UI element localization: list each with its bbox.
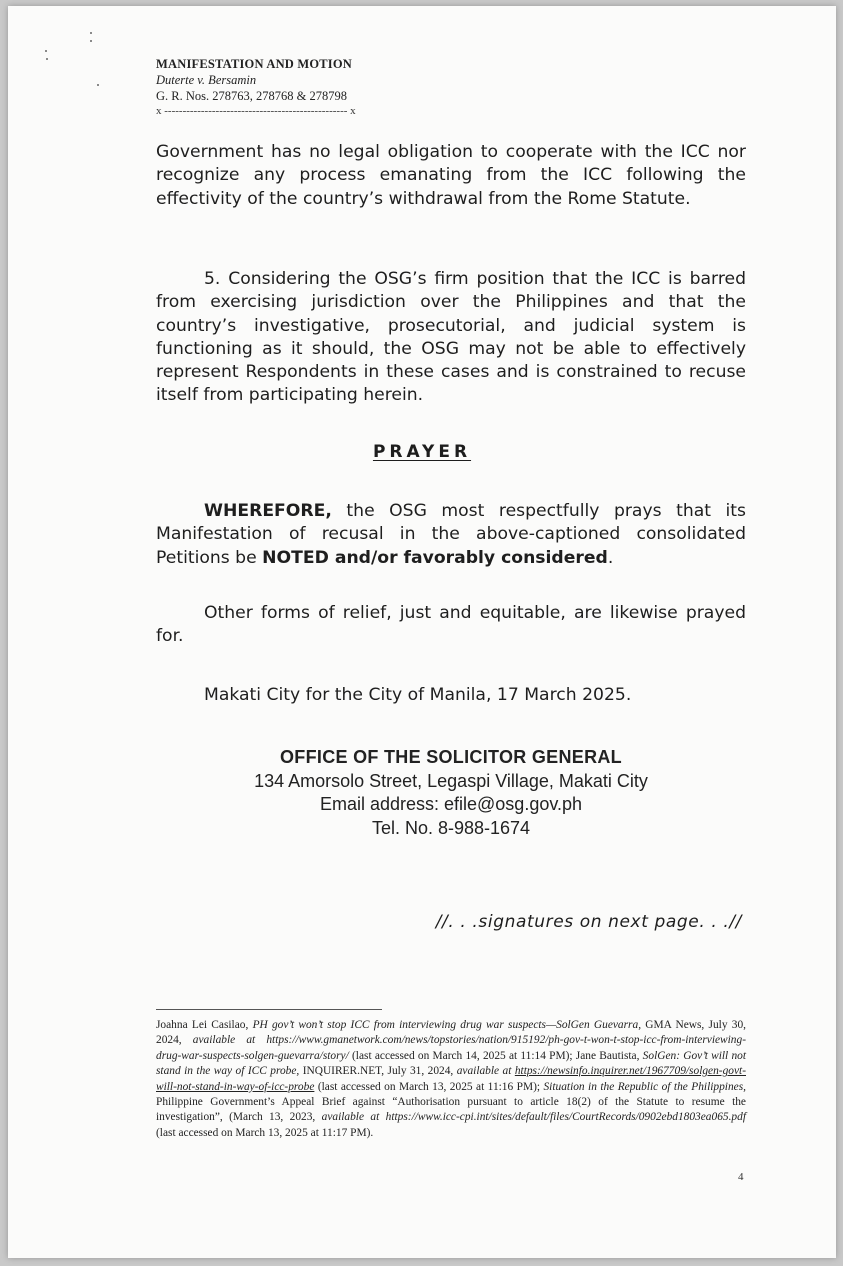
date-place-text: Makati City for the City of Manila, 17 March 2025. (204, 685, 632, 705)
scan-speck (45, 50, 47, 52)
footnote-link[interactable]: available at https://www.gmanetwork.com/news/topstories/nation/915192/ph-gov-t-won-t-stop-icc-from-interviewing-drug-war-suspects-solgen-guevarra/story/ (156, 1034, 746, 1062)
prayer-heading-text: PRAYER (372, 442, 472, 462)
footnote-rule (156, 1009, 382, 1010)
footnote-case-title: Situation in the Republic of the Philippines, (543, 1080, 746, 1093)
footnote-link-2[interactable]: https://newsinfo.inquirer.net/1967709/solgen-govt-will-not-stand-in-way-of-icc-probe (156, 1065, 746, 1093)
document-page (8, 6, 836, 1258)
footnote-author: Joahna Lei Casilao, (156, 1019, 253, 1031)
paragraph-5 (156, 268, 746, 408)
footnote-available-at: available at (456, 1065, 515, 1078)
footnote-link-3[interactable]: available at https://www.icc-cpi.int/sites/default/files/CourtRecords/0902ebd1803ea065.pdf (321, 1111, 746, 1124)
other-relief-text: Other forms of relief, just and equitable, are likewise prayed for. (156, 603, 746, 647)
gr-numbers: G. R. Nos. 278763, 278768 & 278798 (156, 89, 347, 103)
paragraph-5-text: 5. Considering the OSG’s firm position that the ICC is barred from exercising jurisdiction over the Philippines and that the country’s investigative, prosecutorial, and judicial system is functioning as it should, the OSG may not be able to effectively represent Respondents in these cases and is constrained to recuse itself from participating herein. (156, 269, 746, 406)
wherefore-end: . (607, 547, 614, 568)
document-title: MANIFESTATION AND MOTION (156, 57, 353, 71)
page-number: 4 (738, 1171, 744, 1183)
scan-speck (97, 84, 99, 86)
caption-separator: x -------------------------------------------------- x (156, 105, 356, 117)
footnote-source: GMA News, July 30, 2024, (156, 1019, 746, 1047)
footnote-source-2: INQUIRER.NET, July 31, 2024, (299, 1065, 457, 1078)
footnote-article-title-2: SolGen: Gov’t will not stand in the way of ICC probe, (156, 1049, 746, 1078)
scan-speck (46, 58, 48, 60)
office-email: Email address: efile@osg.gov.ph (319, 794, 583, 814)
date-place-line (156, 684, 746, 707)
footnote-access-3: (last accessed on March 13, 2025 at 11:17 PM). (156, 1126, 374, 1139)
office-name: OFFICE OF THE SOLICITOR GENERAL (280, 747, 622, 767)
document-header (156, 56, 352, 104)
wherefore-emphasis: NOTED and/or favorably considered (262, 547, 608, 568)
footnote-access: (last accessed on March 14, 2025 at 11:14 PM); Jane Bautista, (348, 1049, 643, 1062)
signatures-note: //. . .signatures on next page. . .// (435, 912, 742, 932)
other-relief-paragraph (156, 602, 746, 649)
prayer-heading (8, 442, 836, 462)
wherefore-lead: WHEREFORE, (204, 501, 332, 521)
scan-speck (90, 32, 92, 34)
scan-speck (90, 40, 92, 42)
office-block (156, 746, 746, 840)
footnote (156, 1018, 746, 1141)
paragraph-continued: Government has no legal obligation to cooperate with the ICC nor recognize any process emanating from the ICC following the effectivity of the country’s withdrawal from the Rome Statute. (156, 142, 746, 209)
footnote-access-2: (last accessed on March 13, 2025 at 11:16 PM); (314, 1080, 544, 1093)
wherefore-text: the OSG most respectfully prays that its Manifestation of recusal in the above-captioned consolidated Petitions be (156, 501, 746, 568)
office-address: 134 Amorsolo Street, Legaspi Village, Makati City (254, 770, 648, 791)
footnote-brief: Philippine Government’s Appeal Brief against “Authorisation pursuant to article 18(2) of the Statute to resume the investigation”, (March 13, 2023, (156, 1096, 746, 1124)
footnote-article-title: PH gov’t won’t stop ICC from interviewing drug war suspects—SolGen Guevarra, (252, 1019, 642, 1031)
office-tel: Tel. No. 8-988-1674 (371, 817, 531, 838)
case-caption: Duterte v. Bersamin (156, 73, 257, 87)
wherefore-paragraph (156, 500, 746, 570)
